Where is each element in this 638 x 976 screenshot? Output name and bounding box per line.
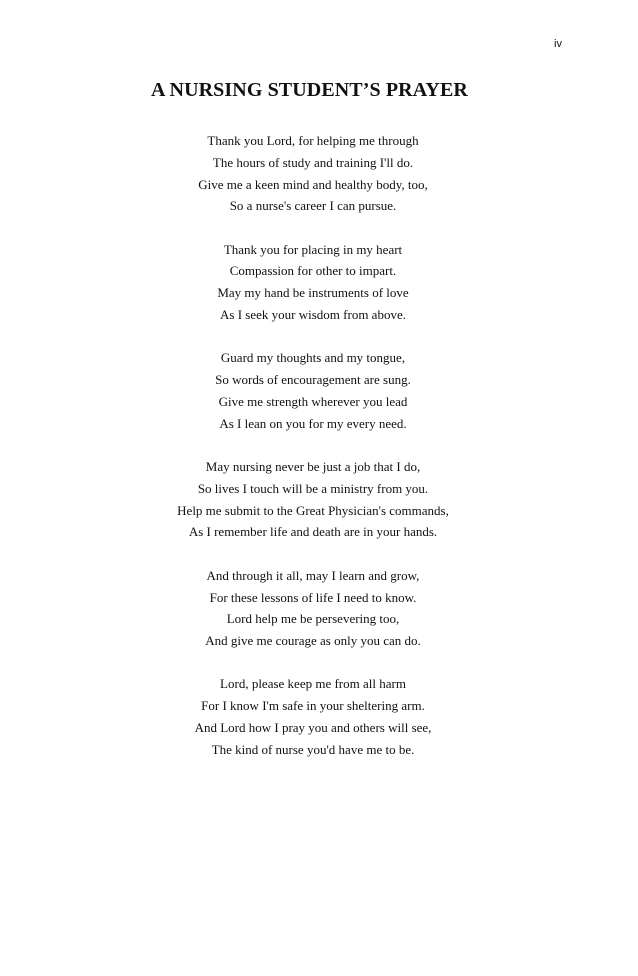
poem-line: Help me submit to the Great Physician's commands, — [177, 502, 449, 518]
poem-line: Give me strength wherever you lead — [218, 393, 408, 409]
poem-line: The kind of nurse you'd have me to be. — [211, 741, 415, 757]
poem-line: And through it all, may I learn and grow, — [206, 567, 420, 583]
poem-line: May my hand be instruments of love — [217, 285, 409, 301]
poem-line: As I remember life and death are in your hands. — [188, 524, 438, 540]
stanza — [0, 239, 638, 326]
poem-line: Thank you for placing in my heart — [223, 241, 403, 257]
page-number: iv — [554, 38, 562, 50]
poem-line: The hours of study and training I'll do. — [212, 154, 414, 170]
poem-line: Lord help me be persevering too, — [226, 611, 400, 627]
stanza — [0, 456, 638, 543]
poem-line: So words of encouragement are sung. — [215, 372, 411, 388]
poem — [0, 130, 638, 761]
poem-line: And give me courage as only you can do. — [205, 633, 421, 649]
poem-line: Lord, please keep me from all harm — [220, 676, 406, 692]
poem-line: So a nurse's career I can pursue. — [229, 198, 397, 214]
poem-line: Compassion for other to impart. — [229, 263, 397, 279]
poem-line: For these lessons of life I need to know. — [209, 589, 417, 605]
poem-line: And Lord how I pray you and others will see, — [194, 720, 432, 736]
stanza — [0, 673, 638, 760]
stanza — [0, 565, 638, 652]
page-title: A NURSING STUDENT’S PRAYER — [151, 79, 468, 101]
poem-line: For I know I'm safe in your sheltering arm. — [201, 698, 425, 714]
poem-line: May nursing never be just a job that I do, — [205, 459, 421, 475]
poem-line: So lives I touch will be a ministry from you. — [197, 480, 429, 496]
poem-line: Guard my thoughts and my tongue, — [220, 350, 406, 366]
poem-line: As I seek your wisdom from above. — [220, 307, 406, 323]
poem-line: As I lean on you for my every need. — [219, 415, 407, 431]
poem-line: Give me a keen mind and healthy body, too, — [198, 176, 428, 192]
stanza — [0, 347, 638, 434]
poem-line: Thank you Lord, for helping me through — [207, 133, 419, 148]
stanza — [0, 130, 638, 217]
